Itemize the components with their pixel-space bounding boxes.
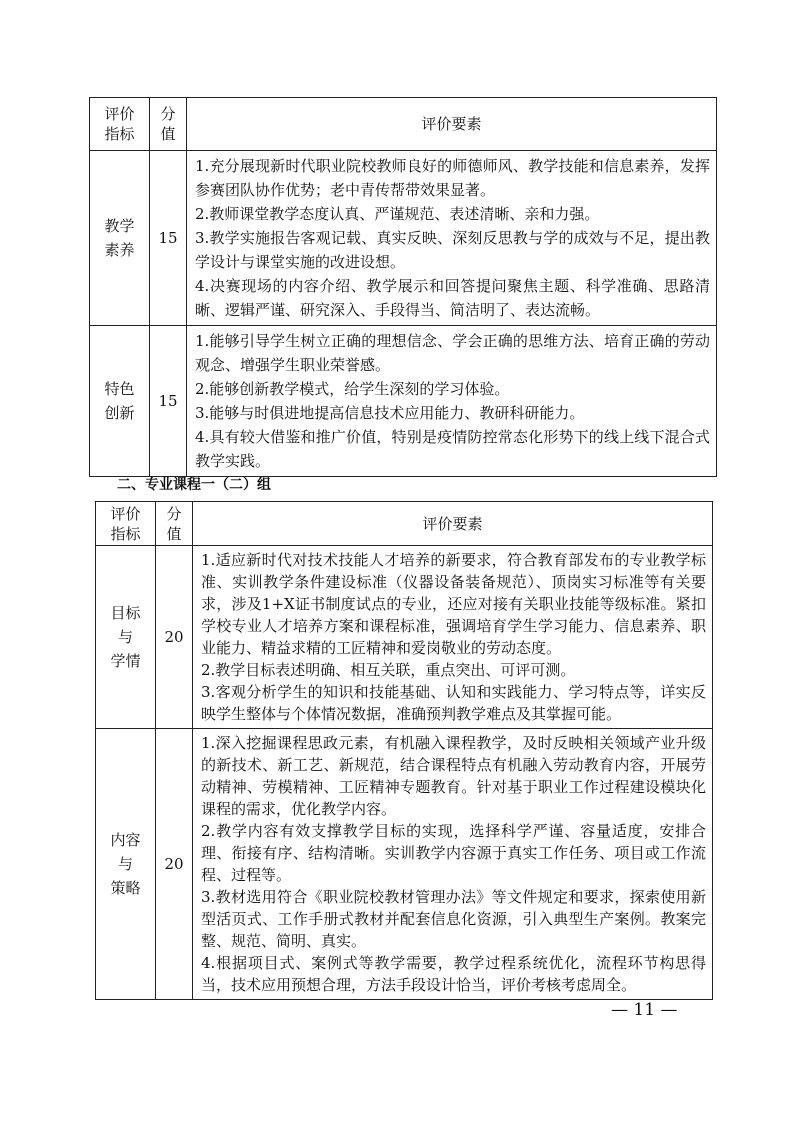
element-item: 1.充分展现新时代职业院校教师良好的师德师风、教学技能和信息素养，发挥参赛团队协作优势；老中青传帮带效果显著。 [195,157,710,199]
element-item: 3.客观分析学生的知识和技能基础、认知和实践能力、学习特点等，详实反映学生整体与个体情况数据，准确预判教学难点及其掌握可能。 [201,683,706,723]
element-item: 2.能够创新教学模式，给学生深刻的学习体验。 [195,380,510,398]
element-item: 1.能够引导学生树立正确的理想信念、学会正确的思维方法、培育正确的劳动观念、增强学生职业荣誉感。 [195,332,710,374]
header-elements: 评价要素 [187,98,717,151]
row-score: 20 [156,546,193,729]
row-score: 15 [150,326,187,477]
row-score: 15 [150,151,187,326]
header-indicator: 评价 指标 [90,98,150,151]
row-indicator: 目标 与 学情 [96,546,156,729]
element-item: 1.深入挖掘课程思政元素，有机融入课程教学，及时反映相关领域产业升级的新技术、新工艺、新规范，结合课程特点有机融入劳动教育内容，开展劳动精神、劳模精神、工匠精神专题教育。针对基于职业工作过程建设模块化课程的需求，优化教学内容。 [201,734,706,818]
table-header-row [96,502,713,546]
section-heading: 二、专业课程一（二）组 [117,477,271,493]
table-header-row [90,98,717,151]
header-score: 分 值 [150,98,187,151]
row-elements [187,151,717,326]
element-item: 4.根据项目式、案例式等教学需要，教学过程系统优化，流程环节构思得当，技术应用预想合理，方法手段设计恰当，评价考核考虑周全。 [201,954,706,994]
element-item: 2.教师课堂教学态度认真、严谨规范、表述清晰、亲和力强。 [195,205,600,223]
row-indicator: 特色 创新 [90,326,150,477]
row-indicator: 内容 与 策略 [96,729,156,1000]
row-elements [187,326,717,477]
element-item: 3.教材选用符合《职业院校教材管理办法》等文件规定和要求，探索使用新型活页式、工作手册式教材并配套信息化资源，引入典型生产案例。教案完整、规范、简明、真实。 [201,888,706,950]
header-indicator: 评价 指标 [96,502,156,546]
element-item: 4.具有较大借鉴和推广价值，特别是疫情防控常态化形势下的线上线下混合式教学实践。 [195,428,710,470]
element-item: 2.教学目标表述明确、相互关联，重点突出、可评可测。 [201,661,576,679]
table-row [90,151,717,326]
evaluation-table-2 [95,501,713,1000]
table-row [96,729,713,1000]
row-score: 20 [156,729,193,1000]
element-item: 3.能够与时俱进地提高信息技术应用能力、教研科研能力。 [195,404,585,422]
page-number: — 11 — [611,1000,678,1020]
element-item: 2.教学内容有效支撑教学目标的实现，选择科学严谨、容量适度，安排合理、衔接有序、结构清晰。实训教学内容源于真实工作任务、项目或工作流程、过程等。 [201,822,706,884]
element-item: 4.决赛现场的内容介绍、教学展示和回答提问聚焦主题、科学准确、思路清晰、逻辑严谨、研究深入、手段得当、简洁明了、表达流畅。 [195,277,710,319]
row-elements [193,546,713,729]
row-elements [193,729,713,1000]
element-item: 3.教学实施报告客观记载、真实反映、深刻反思教与学的成效与不足，提出教学设计与课堂实施的改进设想。 [195,229,710,271]
row-indicator: 教学 素养 [90,151,150,326]
table-row [96,546,713,729]
element-item: 1.适应新时代对技术技能人才培养的新要求，符合教育部发布的专业教学标准、实训教学条件建设标准（仪器设备装备规范）、顶岗实习标准等有关要求，涉及1+X证书制度试点的专业，还应对接有关职业技能等级标准。紧扣学校专业人才培养方案和课程标准，强调培育学生学习能力、信息素养、职业能力、精益求精的工匠精神和爱岗敬业的劳动态度。 [201,551,706,657]
header-score: 分 值 [156,502,193,546]
table-row [90,326,717,477]
header-elements: 评价要素 [193,502,713,546]
evaluation-table-1 [89,97,717,477]
